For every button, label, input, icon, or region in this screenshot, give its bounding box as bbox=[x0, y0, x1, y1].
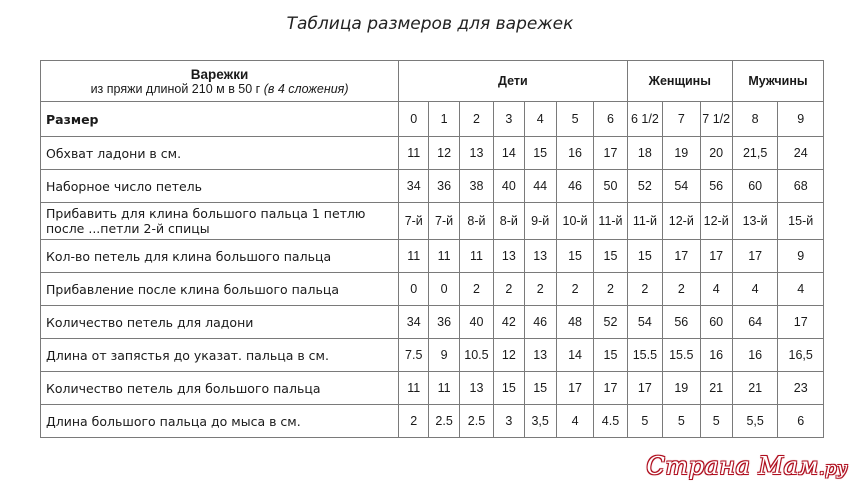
page-title: Таблица размеров для варежек bbox=[286, 14, 574, 34]
value-cell: 11 bbox=[399, 372, 429, 405]
value-cell: 21 bbox=[700, 372, 732, 405]
value-cell: 15 bbox=[494, 372, 524, 405]
value-cell: 2 bbox=[594, 273, 627, 306]
value-cell: 11-й bbox=[627, 203, 662, 240]
value-cell: 12-й bbox=[700, 203, 732, 240]
value-cell: 7-й bbox=[399, 203, 429, 240]
size-cell: 1 bbox=[429, 102, 459, 137]
mittens-subtitle bbox=[41, 82, 398, 96]
value-cell: 13 bbox=[524, 240, 556, 273]
value-cell: 36 bbox=[429, 170, 459, 203]
value-cell: 17 bbox=[627, 372, 662, 405]
value-cell: 17 bbox=[556, 372, 593, 405]
row-label: Длина от запястья до указат. пальца в см. bbox=[41, 339, 399, 372]
row-label: Количество петель для большого пальца bbox=[41, 372, 399, 405]
size-cell: 0 bbox=[399, 102, 429, 137]
group-children: Дети bbox=[399, 61, 628, 102]
value-cell: 15 bbox=[524, 372, 556, 405]
value-cell: 11-й bbox=[594, 203, 627, 240]
value-cell: 13 bbox=[494, 240, 524, 273]
value-cell: 54 bbox=[663, 170, 700, 203]
table-row bbox=[41, 170, 824, 203]
group-men: Мужчины bbox=[732, 61, 823, 102]
value-cell: 16,5 bbox=[778, 339, 824, 372]
size-cell: 3 bbox=[494, 102, 524, 137]
table-body bbox=[41, 137, 824, 438]
size-cell: 5 bbox=[556, 102, 593, 137]
value-cell: 17 bbox=[594, 372, 627, 405]
row-label: Прибавить для клина большого пальца 1 петлю после ...петли 2-й спицы bbox=[41, 203, 399, 240]
value-cell: 60 bbox=[700, 306, 732, 339]
value-cell: 15 bbox=[627, 240, 662, 273]
value-cell: 17 bbox=[778, 306, 824, 339]
value-cell: 4 bbox=[700, 273, 732, 306]
value-cell: 15.5 bbox=[663, 339, 700, 372]
value-cell: 7-й bbox=[429, 203, 459, 240]
row-label: Кол-во петель для клина большого пальца bbox=[41, 240, 399, 273]
value-cell: 36 bbox=[429, 306, 459, 339]
value-cell: 7.5 bbox=[399, 339, 429, 372]
value-cell: 8-й bbox=[494, 203, 524, 240]
value-cell: 17 bbox=[594, 137, 627, 170]
value-cell: 12 bbox=[429, 137, 459, 170]
size-cell: 7 1/2 bbox=[700, 102, 732, 137]
value-cell: 23 bbox=[778, 372, 824, 405]
value-cell: 11 bbox=[429, 372, 459, 405]
value-cell: 64 bbox=[732, 306, 778, 339]
value-cell: 17 bbox=[732, 240, 778, 273]
value-cell: 11 bbox=[429, 240, 459, 273]
value-cell: 3 bbox=[494, 405, 524, 438]
value-cell: 11 bbox=[399, 137, 429, 170]
value-cell: 9 bbox=[778, 240, 824, 273]
table-row bbox=[41, 405, 824, 438]
watermark-suffix: .ру bbox=[818, 458, 848, 479]
value-cell: 12 bbox=[494, 339, 524, 372]
value-cell: 2 bbox=[494, 273, 524, 306]
table-row bbox=[41, 203, 824, 240]
value-cell: 5 bbox=[663, 405, 700, 438]
value-cell: 42 bbox=[494, 306, 524, 339]
value-cell: 15 bbox=[556, 240, 593, 273]
table-row bbox=[41, 306, 824, 339]
value-cell: 2 bbox=[627, 273, 662, 306]
value-cell: 50 bbox=[594, 170, 627, 203]
value-cell: 9-й bbox=[524, 203, 556, 240]
value-cell: 14 bbox=[556, 339, 593, 372]
value-cell: 24 bbox=[778, 137, 824, 170]
size-cell: 7 bbox=[663, 102, 700, 137]
value-cell: 15 bbox=[594, 339, 627, 372]
size-cell: 6 bbox=[594, 102, 627, 137]
value-cell: 8-й bbox=[459, 203, 493, 240]
value-cell: 46 bbox=[524, 306, 556, 339]
table-row bbox=[41, 372, 824, 405]
value-cell: 2 bbox=[399, 405, 429, 438]
row-label: Обхват ладони в см. bbox=[41, 137, 399, 170]
size-row-label: Размер bbox=[41, 102, 399, 137]
value-cell: 2.5 bbox=[459, 405, 493, 438]
size-cell: 6 1/2 bbox=[627, 102, 662, 137]
value-cell: 68 bbox=[778, 170, 824, 203]
value-cell: 52 bbox=[627, 170, 662, 203]
size-row bbox=[41, 102, 824, 137]
size-cell: 9 bbox=[778, 102, 824, 137]
value-cell: 5 bbox=[627, 405, 662, 438]
value-cell: 14 bbox=[494, 137, 524, 170]
row-label: Длина большого пальца до мыса в см. bbox=[41, 405, 399, 438]
value-cell: 13-й bbox=[732, 203, 778, 240]
value-cell: 46 bbox=[556, 170, 593, 203]
size-cell: 4 bbox=[524, 102, 556, 137]
value-cell: 13 bbox=[459, 372, 493, 405]
mittens-yarn-note: из пряжи длиной 210 м в 50 г bbox=[90, 81, 264, 96]
value-cell: 21,5 bbox=[732, 137, 778, 170]
size-cell: 2 bbox=[459, 102, 493, 137]
table-row bbox=[41, 240, 824, 273]
value-cell: 10.5 bbox=[459, 339, 493, 372]
row-label: Наборное число петель bbox=[41, 170, 399, 203]
value-cell: 34 bbox=[399, 170, 429, 203]
value-cell: 34 bbox=[399, 306, 429, 339]
table-row bbox=[41, 137, 824, 170]
value-cell: 15 bbox=[594, 240, 627, 273]
value-cell: 11 bbox=[399, 240, 429, 273]
value-cell: 0 bbox=[429, 273, 459, 306]
row-label: Количество петель для ладони bbox=[41, 306, 399, 339]
value-cell: 20 bbox=[700, 137, 732, 170]
value-cell: 18 bbox=[627, 137, 662, 170]
value-cell: 4.5 bbox=[594, 405, 627, 438]
value-cell: 2 bbox=[524, 273, 556, 306]
group-women: Женщины bbox=[627, 61, 732, 102]
value-cell: 2.5 bbox=[429, 405, 459, 438]
value-cell: 4 bbox=[778, 273, 824, 306]
value-cell: 0 bbox=[399, 273, 429, 306]
value-cell: 44 bbox=[524, 170, 556, 203]
value-cell: 21 bbox=[732, 372, 778, 405]
mittens-header-cell bbox=[41, 61, 399, 102]
value-cell: 6 bbox=[778, 405, 824, 438]
value-cell: 9 bbox=[429, 339, 459, 372]
value-cell: 17 bbox=[663, 240, 700, 273]
value-cell: 15 bbox=[524, 137, 556, 170]
value-cell: 48 bbox=[556, 306, 593, 339]
size-table bbox=[40, 60, 824, 438]
value-cell: 17 bbox=[700, 240, 732, 273]
watermark-logo bbox=[646, 452, 848, 480]
value-cell: 16 bbox=[732, 339, 778, 372]
value-cell: 13 bbox=[524, 339, 556, 372]
group-header-row bbox=[41, 61, 824, 102]
value-cell: 16 bbox=[556, 137, 593, 170]
value-cell: 56 bbox=[663, 306, 700, 339]
value-cell: 15-й bbox=[778, 203, 824, 240]
value-cell: 2 bbox=[459, 273, 493, 306]
value-cell: 2 bbox=[663, 273, 700, 306]
watermark-text: Страна Мам bbox=[646, 452, 819, 480]
value-cell: 16 bbox=[700, 339, 732, 372]
value-cell: 5 bbox=[700, 405, 732, 438]
value-cell: 56 bbox=[700, 170, 732, 203]
value-cell: 54 bbox=[627, 306, 662, 339]
value-cell: 38 bbox=[459, 170, 493, 203]
value-cell: 3,5 bbox=[524, 405, 556, 438]
value-cell: 60 bbox=[732, 170, 778, 203]
value-cell: 4 bbox=[732, 273, 778, 306]
row-label: Прибавление после клина большого пальца bbox=[41, 273, 399, 306]
mittens-ply-note: (в 4 сложения) bbox=[263, 81, 349, 96]
value-cell: 15.5 bbox=[627, 339, 662, 372]
table-row bbox=[41, 339, 824, 372]
size-cell: 8 bbox=[732, 102, 778, 137]
value-cell: 4 bbox=[556, 405, 593, 438]
mittens-title: Варежки bbox=[190, 66, 249, 82]
value-cell: 11 bbox=[459, 240, 493, 273]
value-cell: 5,5 bbox=[732, 405, 778, 438]
table-row bbox=[41, 273, 824, 306]
value-cell: 2 bbox=[556, 273, 593, 306]
value-cell: 19 bbox=[663, 137, 700, 170]
value-cell: 19 bbox=[663, 372, 700, 405]
value-cell: 10-й bbox=[556, 203, 593, 240]
value-cell: 12-й bbox=[663, 203, 700, 240]
value-cell: 40 bbox=[494, 170, 524, 203]
value-cell: 13 bbox=[459, 137, 493, 170]
value-cell: 52 bbox=[594, 306, 627, 339]
value-cell: 40 bbox=[459, 306, 493, 339]
